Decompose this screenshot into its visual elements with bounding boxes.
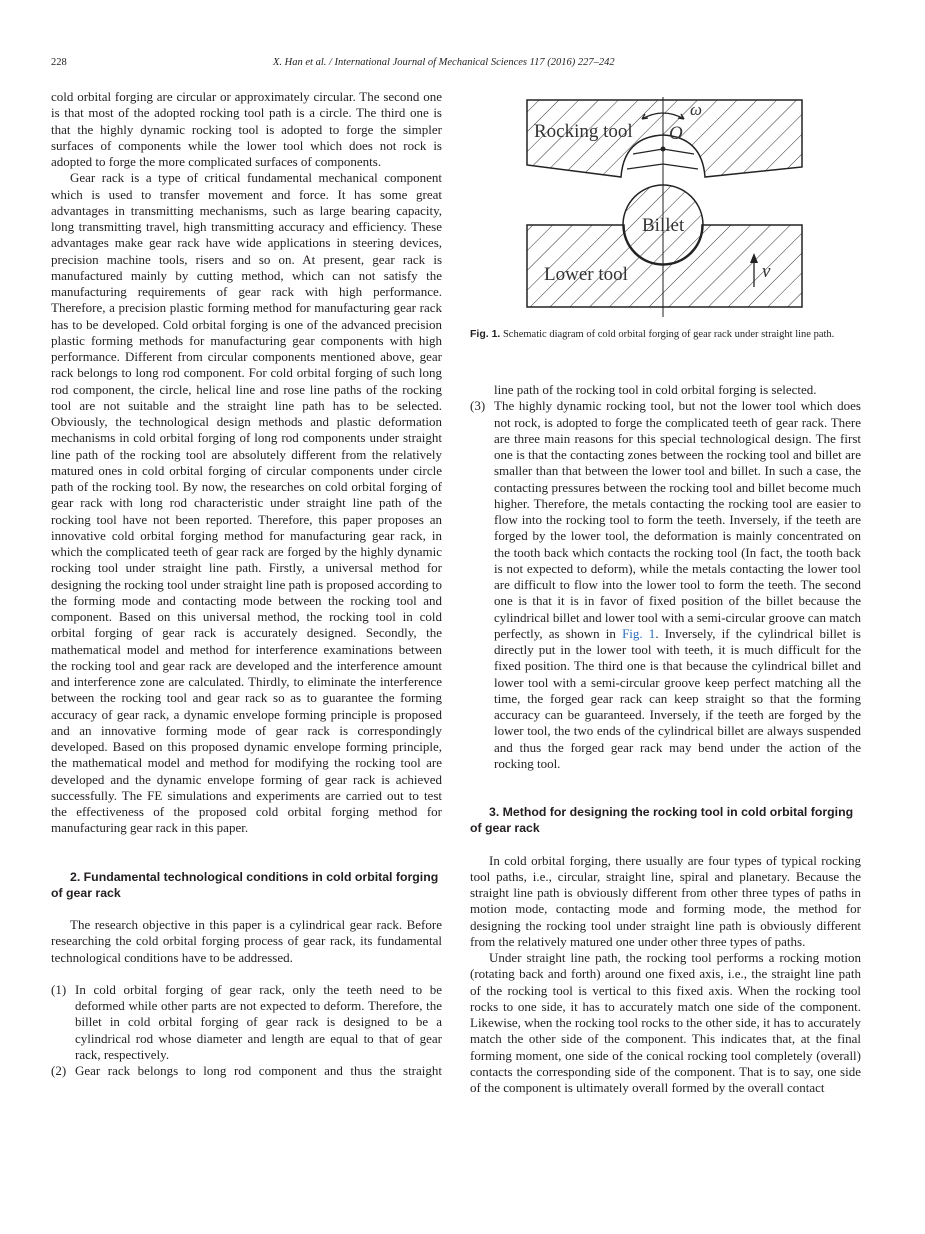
list-text: Gear rack belongs to long rod component and thus the straight [75,1063,442,1078]
section-heading-3: 3. Method for designing the rocking tool in cold orbital forging of gear rack [470,805,854,836]
label-omega: ω [690,100,703,119]
paragraph: The research objective in this paper is a cylindrical gear rack. Before researching the cold orbital forging process of gear rack, its fundamental technological conditions have to be addressed. [51,917,442,965]
list-text: In cold orbital forging of gear rack, only the teeth need to be deformed while other parts are not expected to deform. Therefore, the billet in cold orbital forging of gear rack is designed to be a cylindrical rod whose diameter and length are equal to that of gear rack, respectively. [75,981,442,1062]
list-indent [470,382,494,398]
paragraph: Gear rack is a type of critical fundamental mechanical component which is used to transfer movement and force. It has some great advantages in transmitting mechanisms, such as large bearing capacity, long transmitting travel, high transmitting accuracy and efficiency. These advantages make gear rack have wide applications in steering devices, precision machine tools, risers and so on. At present, gear rack is manufactured mainly by cutting method, which can not satisfy the manufacturing requirements of gear rack with high performance. Therefore, a precision plastic forming method for manufacturing gear rack has to be developed. Cold orbital forging is one of the advanced precision plastic forming methods for manufacturing gear components with high performance. Different from circular components mentioned above, gear rack belongs to long rod component. For cold orbital forging of such long rod component, the circle, helical line and rose line paths of the rocking tool are not suitable and the straight line path has to be selected. Obviously, the technological design methods and plastic deformation mechanisms in cold orbital forging of long rod components under straight line path of the rocking tool are absolutely different from the relatively matured ones in cold orbital forging of circular components under circle path of the rocking tool. By now, the researches on cold orbital forging of gear rack with long rod characteristic under straight line path of the rocking tool have not been reported. Therefore, this paper proposes an innovative cold orbital forging method for manufacturing gear rack, in which the complicated teeth of gear rack are forged by the highly dynamic rocking tool under straight line path. Firstly, a universal method for designing the rocking tool under straight line path is proposed according to the forming mode and contacting mode between the rocking tool and component. Based on this universal method, the rocking tool in cold orbital forging of gear rack is accurately designed. Secondly, the mathematical model and method for interference examinations between the rocking tool and gear rack are developed and the interference amount and interference zone are calculated. Thirdly, to eliminate the interference between the rocking tool and gear rack so as to guarantee the forming accuracy of gear rack, a dynamic envelope forming principle is proposed and an innovative forming mode of gear rack is correspondingly developed. Based on this proposed dynamic envelope forming principle, the mathematical model and method for modifying the rocking tool are developed and the dynamic envelope forming of gear rack is achieved successfully. The FE simulations and experiments are carried out to test the effectiveness of the proposed cold orbital forging method for manufacturing gear rack in this paper. [51,170,442,836]
list-text: line path of the rocking tool in cold orbital forging is selected. [494,382,817,397]
label-rocking-tool: Rocking tool [534,121,633,142]
caption-label: Fig. 1. [470,328,501,340]
list-text-part: The highly dynamic rocking tool, but not the lower tool which does not rock, is adopted to forge the complicated teeth of gear rack. There are three main reasons for this special technological design. The first one is that the contacting zones between the rocking tool and billet are smaller than that between the lower tool and billet. In such a case, the contacting pressures between the rocking tool and billet become much higher. Therefore, the metals contacting the rocking tool are easier to flow into the rocking tool to form the teeth. Inversely, if the teeth are forged by the lower tool, the deformation is mainly concentrated on the tooth back which contacts the rocking tool (In fact, the tooth back is not expected to deform), while the metals contacting the lower tool are difficult to flow into the lower tool to form the teeth. The second one is that it is in favor of fixed position of the billet because the cylindrical billet and lower tool with a semi-circular groove can match perfectly, as shown in [494,398,861,641]
caption-text: Schematic diagram of cold orbital forging of gear rack under straight line path. [502,329,835,340]
list-marker: (2) [51,1063,67,1078]
list-marker: (3) [470,398,486,414]
figure-1 [522,97,807,317]
paragraph: cold orbital forging are circular or approximately circular. The second one is that most of the adopted rocking tool path is a circle. The third one is that the highly dynamic rocking tool is adopted to forge the simpler surfaces of components while the lower tool which does not rock is adopted to forge the more complicated surfaces of components. [51,89,442,169]
running-title: X. Han et al. / International Journal of Mechanical Sciences 117 (2016) 227–242 [273,57,615,68]
list-item [51,1063,442,1079]
paragraph: Under straight line path, the rocking tool performs a rocking motion (rotating back and forth) around one fixed axis, i.e., the straight line path of the rocking tool is vertical to this fixed axis. When the rocking tool rocks to one side, it has to accurately match one side of the component. Likewise, when the rocking tool rocks to the other side, it has to accurately match the other side of the component. This indicates that, at the final forming moment, one side of the conical rocking tool completely (overall) contacts the corresponding side of the component. That is to say, one side of the component is ultimately overall formed by the overall contact [470,950,861,1095]
schematic-diagram [522,97,807,317]
list-item-continuation [470,382,861,398]
list-item [470,398,861,772]
page-number: 228 [51,57,67,68]
label-lower-tool: Lower tool [544,264,628,285]
list-text-part: . Inversely, if the cylindrical billet is directly put in the lower tool with teeth, it is much difficult for the fixed position. The third one is that because the cylindrical billet and lower tool with a semi-circular groove keep perfect matching all the time, the forged gear rack can keep straight so that the forming accuracy can be guaranteed. Inversely, if the teeth are forged by the lower tool, the two ends of the cylindrical billet are always suspended and thus the forged gear rack may bend under the action of the rocking tool. [494,625,861,771]
figure-1-link[interactable]: Fig. 1 [622,625,656,641]
label-billet: Billet [642,215,685,236]
list-item [51,982,442,1063]
list-text [494,398,861,772]
right-column [470,382,861,1096]
paragraph: In cold orbital forging, there usually are four types of typical rocking tool paths, i.e., circular, straight line, spiral and planetary. Because the straight line path is obviously different from other three types of paths in motion mode, contacting mode and forming mode, the method for designing the rocking tool under straight line path is obviously different from the relatively matured one under other three types of paths. [470,852,861,949]
section-heading-2: 2. Fundamental technological conditions in cold orbital forging of gear rack [51,869,439,900]
list-marker: (1) [51,981,67,997]
label-velocity: v [762,261,771,282]
figure-caption [470,327,861,342]
label-origin: O [669,123,683,144]
left-column [51,89,442,1079]
